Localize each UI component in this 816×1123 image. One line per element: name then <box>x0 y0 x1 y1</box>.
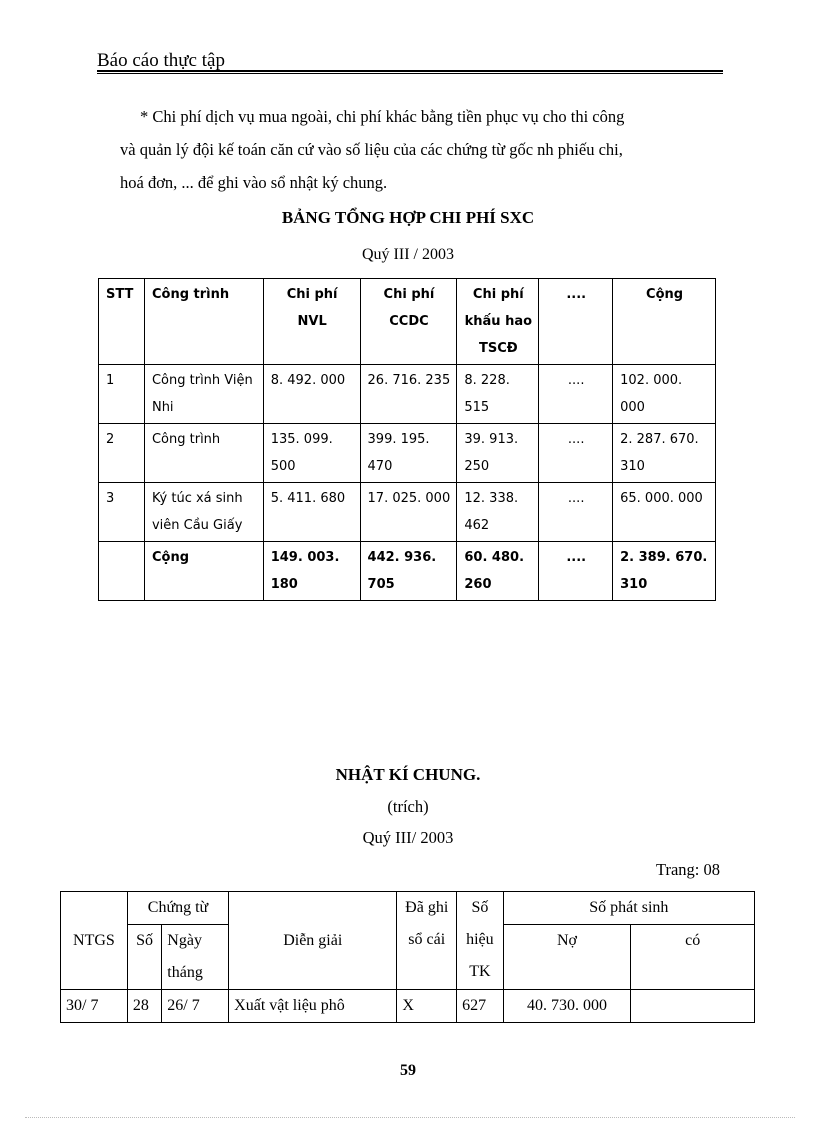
table2-title: NHẬT KÍ CHUNG. <box>335 765 481 784</box>
cell-stt: 2 <box>99 424 145 483</box>
table1-subtitle: Quý III / 2003 <box>362 246 454 263</box>
header-no: Nợ <box>503 925 631 990</box>
header-cong-trinh: Công trình <box>144 279 263 365</box>
cell-stt: 1 <box>99 365 145 424</box>
header-ntgs: NTGS <box>61 892 128 990</box>
cell-ngay: 26/ 7 <box>162 990 229 1023</box>
header-dots: .... <box>539 279 613 365</box>
cell-no: 40. 730. 000 <box>503 990 631 1023</box>
general-journal-table <box>60 891 755 1023</box>
cell-co <box>631 990 755 1023</box>
cell-project: Công trình Viện Nhi <box>144 365 263 424</box>
total-khau-hao: 60. 480. 260 <box>457 542 539 601</box>
total-dots: .... <box>539 542 613 601</box>
table-row <box>99 483 716 542</box>
header-so-phat-sinh: Số phát sinh <box>503 892 754 925</box>
page-number: 59 <box>400 1062 416 1079</box>
cell-total: 102. 000. 000 <box>613 365 716 424</box>
cell-tk: 627 <box>457 990 504 1023</box>
cell-project: Công trình <box>144 424 263 483</box>
cell-ccdc: 17. 025. 000 <box>360 483 457 542</box>
cell-nvl: 5. 411. 680 <box>263 483 360 542</box>
cell-so: 28 <box>127 990 161 1023</box>
total-nvl: 149. 003. 180 <box>263 542 360 601</box>
cell-empty <box>99 542 145 601</box>
table2-subtitle-quarter: Quý III/ 2003 <box>362 828 454 847</box>
total-sum: 2. 389. 670. 310 <box>613 542 716 601</box>
header-da-ghi-so-cai: Đã ghi sổ cái <box>397 892 457 990</box>
cell-dots: .... <box>539 424 613 483</box>
cell-dien-giai: Xuất vật liệu phô <box>229 990 397 1023</box>
header-co: có <box>631 925 755 990</box>
intro-paragraph <box>120 100 720 199</box>
header-ngay-thang: Ngày tháng <box>162 925 229 990</box>
cell-da-ghi: X <box>397 990 457 1023</box>
table1-title: BẢNG TỔNG HỢP CHI PHÍ SXC <box>281 208 535 227</box>
footer-rule <box>25 1117 795 1118</box>
paragraph-line-2: và quản lý đội kế toán căn cứ vào số liệu của các chứng từ gốc nh phiếu chi, <box>120 140 623 159</box>
paragraph-line-3: hoá đơn, ... để ghi vào sổ nhật ký chung. <box>120 173 388 192</box>
cell-khau-hao: 39. 913. 250 <box>457 424 539 483</box>
cell-nvl: 8. 492. 000 <box>263 365 360 424</box>
header-dien-giai: Diễn giải <box>229 892 397 990</box>
cell-dots: .... <box>539 483 613 542</box>
journal-header-row-1 <box>61 892 755 925</box>
cell-total: 65. 000. 000 <box>613 483 716 542</box>
header-chung-tu: Chứng từ <box>127 892 228 925</box>
cell-project: Ký túc xá sinh viên Cầu Giấy <box>144 483 263 542</box>
total-label: Cộng <box>144 542 263 601</box>
cell-nvl: 135. 099. 500 <box>263 424 360 483</box>
cell-ccdc: 399. 195. 470 <box>360 424 457 483</box>
cell-stt: 3 <box>99 483 145 542</box>
header-chi-phi-khau-hao: Chi phí khấu hao TSCĐ <box>457 279 539 365</box>
report-header-title: Báo cáo thực tập <box>97 50 225 71</box>
table-total-row <box>99 542 716 601</box>
table2-subtitle-extract: (trích) <box>387 797 429 816</box>
table-header-row <box>99 279 716 365</box>
table-row <box>61 990 755 1023</box>
total-ccdc: 442. 936. 705 <box>360 542 457 601</box>
header-chi-phi-ccdc: Chi phí CCDC <box>360 279 457 365</box>
header-so: Số <box>127 925 161 990</box>
cell-khau-hao: 12. 338. 462 <box>457 483 539 542</box>
cell-dots: .... <box>539 365 613 424</box>
header-rule-thin <box>97 73 723 74</box>
cell-ccdc: 26. 716. 235 <box>360 365 457 424</box>
header-chi-phi-nvl: Chi phí NVL <box>263 279 360 365</box>
paragraph-line-1: * Chi phí dịch vụ mua ngoài, chi phí khác bằng tiền phục vụ cho thi công <box>140 107 625 126</box>
table-row <box>99 424 716 483</box>
cell-total: 2. 287. 670. 310 <box>613 424 716 483</box>
table-row <box>99 365 716 424</box>
header-rule-thick <box>97 70 723 72</box>
header-stt: STT <box>99 279 145 365</box>
cell-ntgs: 30/ 7 <box>61 990 128 1023</box>
overhead-cost-summary-table <box>98 278 716 601</box>
journal-page-label: Trang: 08 <box>655 860 720 879</box>
header-so-hieu-tk: Số hiệu TK <box>457 892 504 990</box>
header-cong: Cộng <box>613 279 716 365</box>
cell-khau-hao: 8. 228. 515 <box>457 365 539 424</box>
